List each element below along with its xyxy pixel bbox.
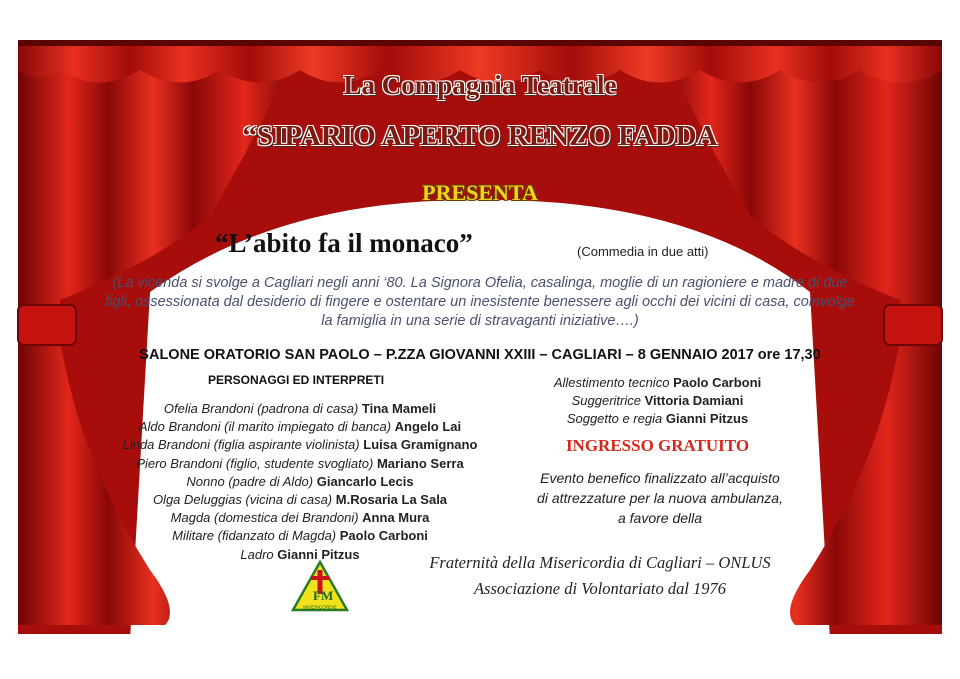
logo-caption: MISERICORDIE	[303, 604, 337, 610]
misericordia-logo-icon	[291, 560, 349, 612]
cast-item: Magda (domestica dei Brandoni) Anna Mura	[170, 510, 430, 526]
organization-name: Fraternità della Misericordia di Cagliari – ONLUS	[429, 553, 771, 572]
left-tieback	[18, 305, 76, 345]
free-entry-label: INGRESSO GRATUITO	[565, 436, 750, 455]
cast-item: Linda Brandoni (figlia aspirante violinista) Luisa Gramignano	[122, 437, 478, 453]
presenta-label: PRESENTA	[422, 180, 538, 205]
cast-item: Militare (fidanzato di Magda) Paolo Carboni	[172, 528, 428, 544]
cast-item: Aldo Brandoni (il marito impiegato di banca) Angelo Lai	[138, 419, 462, 435]
crew-list	[525, 374, 790, 429]
charity-note-line: Evento benefico finalizzato all’acquisto	[540, 470, 780, 486]
organization-block	[380, 550, 820, 602]
play-title: “L’abito fa il monaco”	[215, 228, 473, 258]
play-subtitle: (Commedia in due atti)	[577, 244, 709, 259]
cast-list	[90, 400, 510, 564]
crew-item: Allestimento tecnico Paolo Carboni	[553, 375, 762, 390]
logo-letters: FM	[313, 588, 334, 603]
venue-date-line: SALONE ORATORIO SAN PAOLO – P.ZZA GIOVANNI XXIII – CAGLIARI – 8 GENNAIO 2017 ore 17,30	[139, 347, 821, 363]
cast-item: Ofelia Brandoni (padrona di casa) Tina Mameli	[163, 401, 437, 416]
cast-heading: PERSONAGGI ED INTERPRETI	[208, 373, 385, 387]
plot-synopsis: (La vicenda si svolge a Cagliari negli anni ‘80. La Signora Ofelia, casalinga, moglie di un ragioniere e madre di due figli, ossessionata dal desiderio di fingere e ostentare un inesistente benessere agli occhi dei vicini di casa, coinvolge la famiglia in una serie di stravaganti iniziative….)	[105, 275, 855, 329]
right-tieback	[884, 305, 942, 345]
cast-item: Piero Brandoni (figlio, studente svogliato) Mariano Serra	[136, 455, 464, 471]
crew-item: Soggetto e regia Gianni Pitzus	[566, 411, 749, 427]
cast-item: Nonno (padre di Aldo) Giancarlo Lecis	[186, 473, 414, 489]
company-intro: La Compagnia Teatrale	[343, 70, 617, 100]
charity-note	[500, 468, 820, 528]
organization-tagline: Associazione di Volontariato dal 1976	[473, 579, 727, 598]
company-name: “SIPARIO APERTO RENZO FADDA	[242, 120, 718, 152]
crew-item: Suggeritrice Vittoria Damiani	[571, 393, 744, 409]
cast-item: Ladro Gianni Pitzus	[240, 546, 360, 562]
cast-item: Olga Deluggias (vicina di casa) M.Rosaria La Sala	[152, 492, 448, 508]
charity-note-line: a favore della	[617, 510, 703, 526]
charity-note-line: di attrezzature per la nuova ambulanza,	[537, 490, 783, 506]
